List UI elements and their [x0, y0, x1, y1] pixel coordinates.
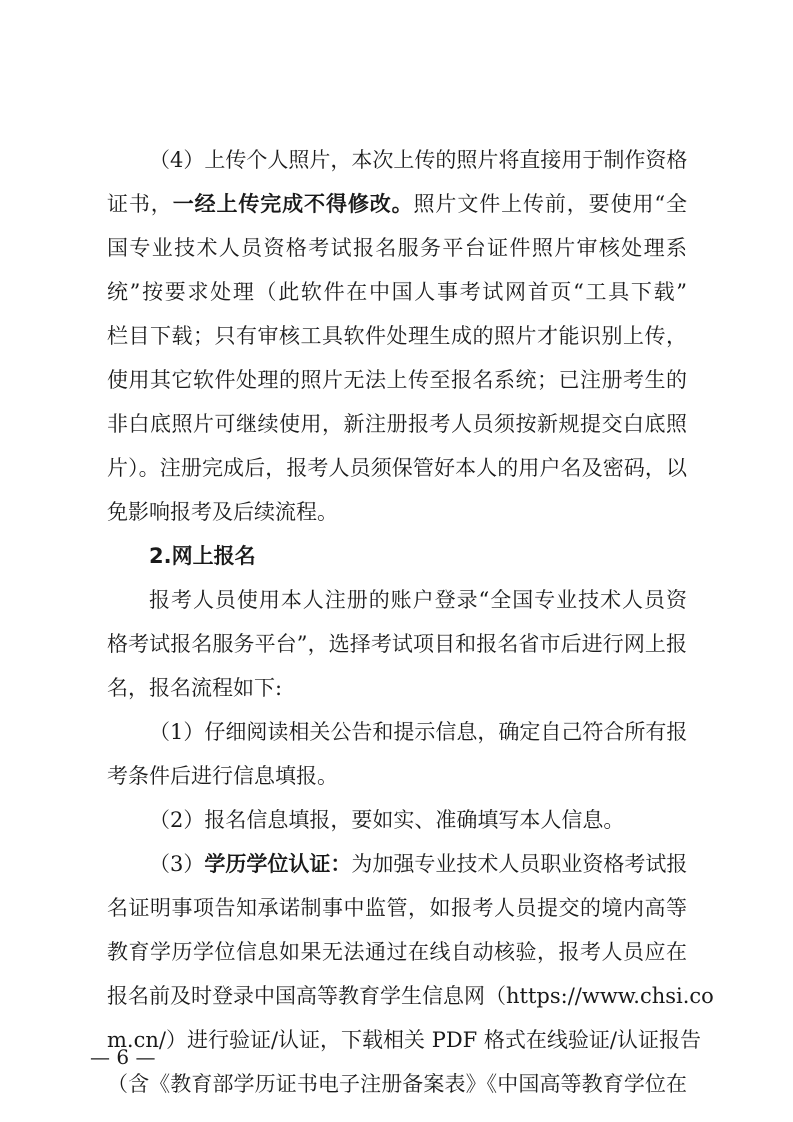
- paragraph-line: 栏目下载；只有审核工具软件处理生成的照片才能识别上传，: [107, 324, 687, 348]
- paragraph-line: （1）仔细阅读相关公告和提示信息，确定自己符合所有报: [149, 720, 688, 744]
- paragraph-line: 报考人员使用本人注册的账户登录“全国专业技术人员资: [149, 588, 687, 612]
- paragraph-line: （4）上传个人照片，本次上传的照片将直接用于制作资格: [149, 148, 688, 172]
- paragraph-line: 非白底照片可继续使用，新注册报考人员须按新规提交白底照: [107, 412, 687, 436]
- paragraph-line: 报名前及时登录中国高等教育学生信息网（https://www.chsi.co: [107, 984, 714, 1008]
- paragraph-line: 名，报名流程如下:: [107, 676, 283, 700]
- paragraph-line: 格考试报名服务平台”，选择考试项目和报名省市后进行网上报: [107, 632, 687, 656]
- paragraph-line: 片）。注册完成后，报考人员须保管好本人的用户名及密码，以: [107, 456, 687, 480]
- paragraph-line: 使用其它软件处理的照片无法上传至报名系统；已注册考生的: [107, 368, 687, 392]
- bold-emphasis: 一经上传完成不得修改。: [172, 192, 414, 216]
- paragraph-line: （3）学历学位认证：为加强专业技术人员职业资格考试报: [149, 852, 688, 876]
- page-number: — 6 —: [90, 1045, 156, 1069]
- paragraph-line: 证书，一经上传完成不得修改。照片文件上传前，要使用“全: [107, 192, 687, 216]
- paragraph-line: 免影响报考及后续流程。: [107, 500, 338, 524]
- paragraph-line: 考条件后进行信息填报。: [107, 764, 338, 788]
- paragraph-line: （2）报名信息填报，要如实、准确填写本人信息。: [149, 808, 625, 832]
- bold-emphasis: 学历学位认证：: [204, 852, 352, 876]
- paragraph-line: （含《教育部学历证书电子注册备案表》《中国高等教育学位在: [107, 1072, 687, 1096]
- paragraph-line: 教育学历学位信息如果无法通过在线自动核验，报考人员应在: [107, 940, 687, 964]
- paragraph-line: 国专业技术人员资格考试报名服务平台证件照片审核处理系: [107, 236, 687, 260]
- paragraph-line: 名证明事项告知承诺制事中监管，如报考人员提交的境内高等: [107, 896, 687, 920]
- paragraph-line: m.cn/）进行验证/认证，下载相关 PDF 格式在线验证/认证报告: [107, 1028, 701, 1052]
- paragraph-line: 统”按要求处理（此软件在中国人事考试网首页“工具下载”: [107, 280, 687, 304]
- section-heading: 2.网上报名: [149, 544, 256, 568]
